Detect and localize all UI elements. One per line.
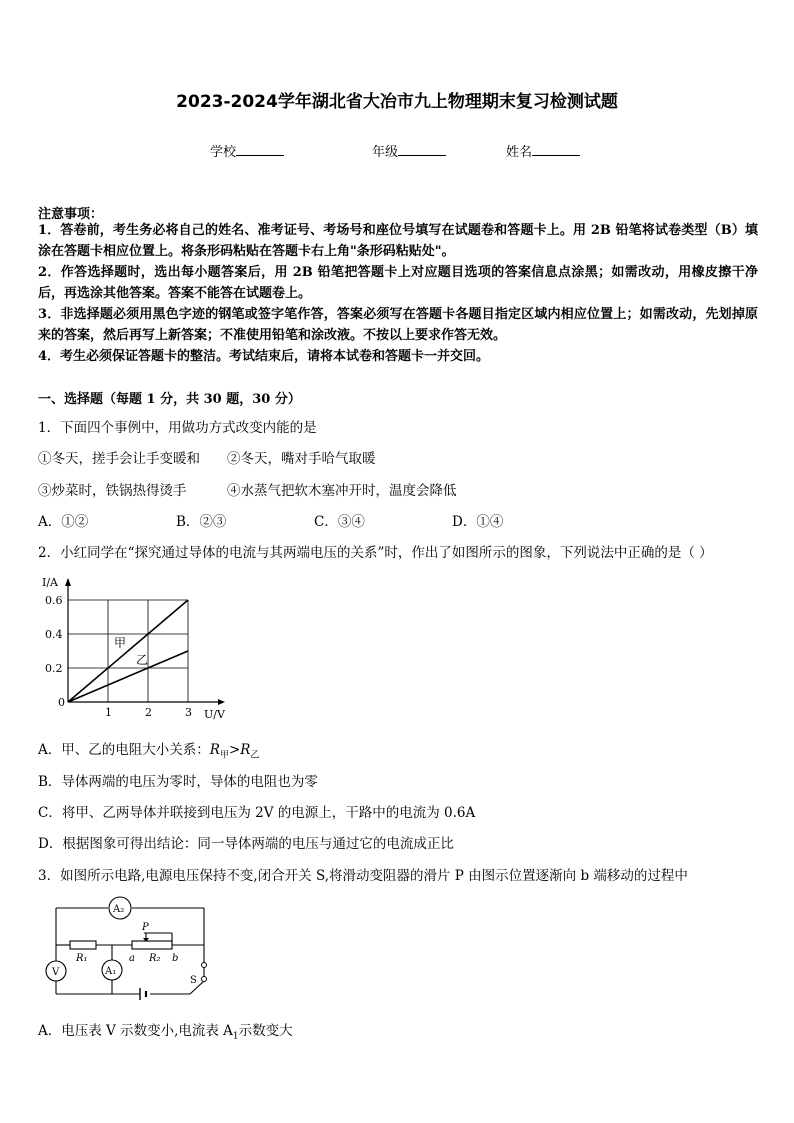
q2-stem: 2．小红同学在“探究通过导体的电流与其两端电压的关系”时，作出了如图所示的图象，下列说法中正确的是（ ） <box>38 545 713 561</box>
name-field <box>506 141 580 160</box>
resistor-r1 <box>70 941 96 949</box>
note-item: 1．答卷前，考生务必将自己的姓名、准考证号、考场号和座位号填写在试题卷和答题卡上。用 2B 铅笔将试卷类型（B）填涂在答题卡相应位置上。将条形码粘贴在答题卡右上角"条形码粘贴处"。 <box>38 223 758 259</box>
q1-case-4: ④水蒸气把软木塞冲开时，温度会降低 <box>227 483 457 499</box>
q1-option-a: A．①② <box>38 514 89 530</box>
y-axis-label: I/A <box>42 576 58 589</box>
ammeter-a2-label: A₂ <box>113 904 125 915</box>
y-tick-label: 0.2 <box>45 662 63 675</box>
voltmeter-label: V <box>52 967 60 978</box>
greater-than: > <box>228 742 241 758</box>
q2-option-b: B．导体两端的电压为零时，导体的电阻也为零 <box>38 774 318 790</box>
school-blank <box>236 143 284 156</box>
resistor-r1-label: R₁ <box>76 953 88 964</box>
q1-case-1: ①冬天，搓手会让手变暖和 <box>38 451 200 467</box>
end-a-label: a <box>129 953 135 964</box>
end-b-label: b <box>172 953 179 964</box>
school-label: 学校 <box>210 145 237 160</box>
slider-label: P <box>142 922 149 933</box>
q2-option-a <box>38 738 259 761</box>
ammeter-subscript: 1 <box>232 1031 239 1042</box>
grade-label: 年级 <box>372 145 399 160</box>
notes-heading: 注意事项： <box>38 207 104 222</box>
series-label-jia: 甲 <box>114 636 127 650</box>
x-tick-label: 1 <box>105 706 112 719</box>
switch-label: S <box>190 975 197 986</box>
ticks-layer <box>45 594 192 719</box>
series-line-yi <box>68 651 188 702</box>
ammeter-a1-label: A₁ <box>105 966 117 977</box>
x-tick-label: 2 <box>145 706 152 719</box>
switch-contact <box>202 963 207 968</box>
series-line-jia <box>68 600 188 702</box>
note-item: 3．非选择题必须用黑色字迹的钢笔或签字笔作答，答案必须写在答题卡各题目指定区域内相应位置上；如需改动，先划掉原来的答案，然后再写上新答案；不准使用铅笔和涂改液。不按以上要求作答无效。 <box>38 307 758 343</box>
r-subscript: 甲 <box>219 750 229 761</box>
q3-option-a-text: A．电压表 V 示数变小,电流表 A <box>38 1023 233 1039</box>
y-axis-arrow <box>65 578 71 586</box>
name-blank <box>532 143 580 156</box>
q3-option-a <box>38 1019 293 1042</box>
r-symbol: R <box>209 742 220 758</box>
switch-contact <box>202 977 207 982</box>
q2-option-a-text: A．甲、乙的电阻大小关系： <box>38 742 210 758</box>
resistor-r2-label: R₂ <box>149 953 161 964</box>
name-label: 姓名 <box>506 145 533 160</box>
q1-option-c: C．③④ <box>314 514 365 530</box>
resistor-r2 <box>132 941 172 949</box>
school-field <box>210 141 284 160</box>
iu-graph <box>38 574 238 724</box>
page-title: 2023-2024学年湖北省大冶市九上物理期末复习检测试题 <box>176 92 618 112</box>
series-layer <box>68 600 188 702</box>
note-item: 2．作答选择题时，选出每小题答案后，用 2B 铅笔把答题卡上对应题目选项的答案信息点涂黑；如需改动，用橡皮擦干净后，再选涂其他答案。答案不能答在试题卷上。 <box>38 265 758 301</box>
q3-stem: 3．如图所示电路,电源电压保持不变,闭合开关 S,将滑动变阻器的滑片 P 由图示位置逐渐向 b 端移动的过程中 <box>38 868 688 884</box>
x-axis-arrow <box>218 699 225 705</box>
q1-case-2: ②冬天，嘴对手哈气取暖 <box>227 451 376 467</box>
q1-option-b: B．②③ <box>176 514 227 530</box>
y-tick-label: 0.4 <box>45 628 63 641</box>
circuit-diagram <box>40 893 220 1005</box>
r-subscript: 乙 <box>250 750 260 761</box>
section-heading: 一、选择题（每题 1 分，共 30 题，30 分） <box>38 392 301 407</box>
grade-field <box>372 141 446 160</box>
r-symbol: R <box>240 742 251 758</box>
series-label-yi: 乙 <box>136 653 149 667</box>
x-axis-label: U/V <box>204 708 225 721</box>
q1-option-d: D．①④ <box>452 514 504 530</box>
y-tick-label: 0.6 <box>45 594 63 607</box>
q2-option-c: C．将甲、乙两导体并联接到电压为 2V 的电源上，干路中的电流为 0.6A <box>38 805 476 821</box>
grade-blank <box>398 143 446 156</box>
q1-stem: 1．下面四个事例中，用做功方式改变内能的是 <box>38 420 317 436</box>
q2-option-d: D．根据图象可得出结论：同一导体两端的电压与通过它的电流成正比 <box>38 836 454 852</box>
q1-case-3: ③炒菜时，铁锅热得烫手 <box>38 483 187 499</box>
origin-label: 0 <box>58 696 65 709</box>
x-tick-label: 3 <box>185 706 192 719</box>
note-item: 4．考生必须保证答题卡的整洁。考试结束后，请将本试卷和答题卡一并交回。 <box>38 349 490 364</box>
q3-option-a-text-end: 示数变大 <box>238 1023 293 1039</box>
